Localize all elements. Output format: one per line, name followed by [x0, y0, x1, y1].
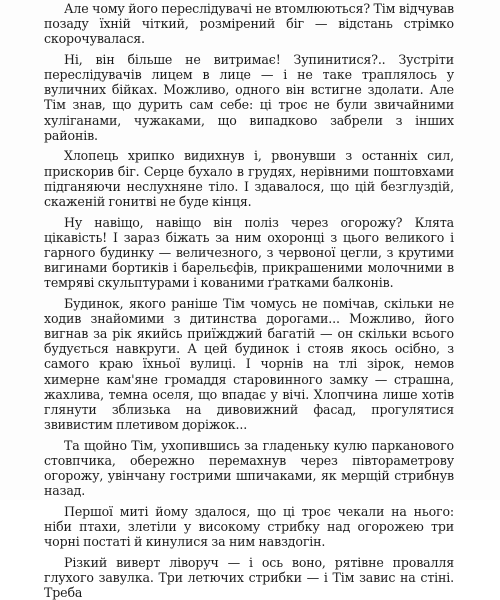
paragraph-3: Хлопець хрипко видихнув і, рвонувши з останніх сил, прискорив біг. Серце бухало в грудях, нерівними поштовхами підганяючи неслухняне тіло. І здавалося, що цій безглуздій, скаженій гонитві не буде кінця.	[44, 148, 454, 209]
paragraph-2: Ні, він більше не витримає! Зупинитися?.. Зустріти переслідувачів лицем в лице — і не таке траплялось у вуличних бійках. Можливо, одного він встигне здолати. Але Тім знав, що дурить сам себе: ці троє не були звичайними хуліганами, чужаками, що випадково забрели з інших районів.	[44, 51, 454, 143]
paragraph-1: Але чому його переслідувачі не втомлюються? Тім відчував позаду їхній чіткий, розмірений біг — відстань стрімко скорочувалася.	[44, 1, 454, 47]
paragraph-8: Різкий виверт ліворуч — і ось воно, рятівне провалля глухого завулка. Три летючих стрибки — і Тім завис на стіні. Треба	[44, 554, 454, 600]
paragraph-5: Будинок, якого раніше Тім чомусь не помічав, скільки не ходив знайомими з дитинства дорогами... Можливо, його вигнав за рік якийсь приїжджий багатій — он скільки всього будується навкруги. А цей будинок і стояв якось осібно, з самого краю їхньої вулиці. І чорнів на тлі зірок, немов химерне кам'яне громаддя старовинного замку — страшна, жахлива, темна оселя, що впадає у вічі. Хлопчина лише хотів глянути зблизька на дивовижний фасад, прогулятися звивистим плетивом доріжок...	[44, 295, 454, 433]
paragraph-4: Ну навіщо, навіщо він поліз через огорожу? Клята цікавість! І зараз біжать за ним охоронці з цього великого і гарного будинку — величезного, з червоної цегли, з крутими вигинами бортиків і барельєфів, прикрашеними молочними в темряві скульптурами і кованими ґратками балконів.	[44, 214, 454, 291]
body-text	[44, 1, 454, 600]
paragraph-6: Та щойно Тім, ухопившись за гладеньку кулю парканового стовпчика, обережно перемахнув через півтораметрову огорожу, увінчану гострими шпичаками, як мерщій стрибнув назад.	[44, 437, 454, 499]
paragraph-7: Першої миті йому здалося, що ці троє чекали на нього: ніби птахи, злетіли у високому стрибку над огорожею три чорні постаті й кинулися за ним навздогін.	[44, 503, 454, 550]
